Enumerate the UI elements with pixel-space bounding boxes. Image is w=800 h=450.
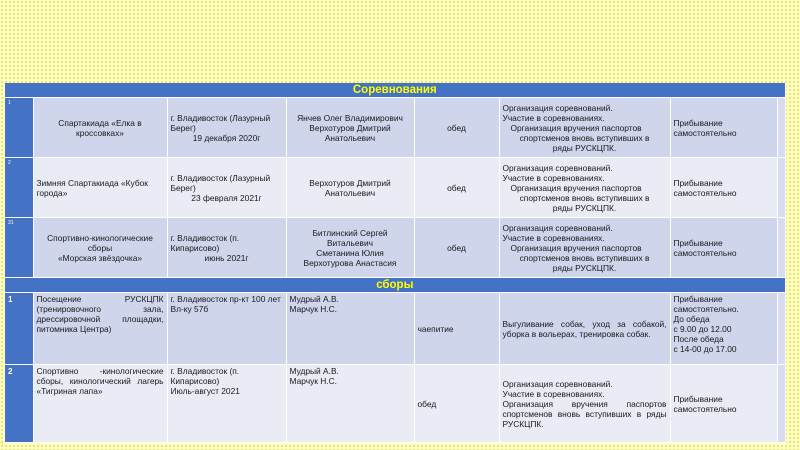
- arrival-line: До обеда: [673, 314, 710, 324]
- place-line: г. Владивосток (п.: [170, 232, 240, 243]
- empty-cell: [777, 365, 785, 443]
- row-number: 1: [5, 293, 33, 365]
- arrival-cell: [670, 218, 777, 278]
- meal-cell: обед: [414, 218, 499, 278]
- responsible-cell: [286, 98, 414, 158]
- arrival-line: с 9.00 до 12.00: [673, 324, 732, 334]
- date-text: 19 декабря 2020г: [192, 132, 261, 143]
- person-name: Битлинский Сергей: [312, 227, 388, 238]
- person-name: Верхотуров Дмитрий: [309, 177, 391, 188]
- section-header-competitions: [5, 83, 785, 98]
- table-row: [5, 293, 785, 365]
- arrival-line: с 14-00 до 17.00: [673, 344, 737, 354]
- section-title: Соревнования: [5, 83, 785, 98]
- activity-cell: [499, 218, 670, 278]
- date-text: июнь 2021г: [204, 252, 249, 263]
- activity-line: Участие в соревнованиях.: [502, 232, 605, 243]
- place-cell: [167, 158, 286, 218]
- responsible-cell: [286, 218, 414, 278]
- date-text: 23 февраля 2021г: [191, 192, 262, 203]
- arrival-line: Прибывание: [673, 393, 723, 404]
- person-name: Анатольевич: [324, 132, 376, 143]
- event-line: «Морская звёздочка»: [57, 252, 143, 263]
- activity-cell: [499, 158, 670, 218]
- section-title: сборы: [5, 278, 785, 293]
- activity-line: Организация вручения паспортов спортсменов вновь вступивших в ряды РУСКЦПК.: [502, 398, 667, 429]
- table-row: [5, 158, 785, 218]
- empty-cell: [777, 158, 785, 218]
- activity-line: Организация соревнований.: [502, 102, 613, 113]
- row-number: 1: [5, 98, 33, 158]
- person-name: Марчук Н.С.: [289, 376, 337, 386]
- place-cell: [167, 98, 286, 158]
- place-cell: [167, 365, 286, 443]
- activity-line: спортсменов вновь вступивших в: [519, 132, 650, 143]
- responsible-cell: [286, 158, 414, 218]
- arrival-cell: [670, 365, 777, 443]
- place-cell: [167, 218, 286, 278]
- person-name: Верхотуров Дмитрий: [309, 122, 391, 133]
- table-row: [5, 365, 785, 443]
- table-row: [5, 218, 785, 278]
- activity-line: Организация соревнований.: [502, 222, 613, 233]
- activity-line: ряды РУСКЦПК.: [552, 142, 617, 153]
- event-line: Спортивно-кинологические: [47, 232, 153, 243]
- place-line: г. Владивосток (Лазурный: [170, 112, 271, 123]
- arrival-line: самостоятельно: [673, 127, 737, 138]
- arrival-cell: [670, 98, 777, 158]
- activity-line: ряды РУСКЦПК.: [552, 202, 617, 213]
- arrival-cell: [670, 158, 777, 218]
- event-cell: Спортивно -кинологические сборы, кинологический лагерь «Тигриная лапа»: [33, 365, 167, 443]
- person-name: Мудрый А.В.: [289, 294, 339, 304]
- person-name: Витальевич: [326, 237, 374, 248]
- activity-line: Участие в соревнованиях.: [502, 388, 605, 399]
- arrival-line: самостоятельно: [673, 187, 737, 198]
- event-cell: [33, 218, 167, 278]
- row-number: 2: [5, 365, 33, 443]
- empty-cell: [777, 218, 785, 278]
- event-cell: Спартакиада «Елка в кроссовках»: [33, 98, 167, 158]
- section-header-camps: [5, 278, 785, 293]
- place-line: г. Владивосток (Лазурный: [170, 172, 271, 183]
- place-cell: г. Владивосток пр-кт 100 лет Вл-ку 57б: [167, 293, 286, 365]
- person-name: Марчук Н.С.: [289, 304, 337, 314]
- arrival-line: самостоятельно.: [673, 304, 739, 314]
- row-number: 31: [5, 218, 33, 278]
- empty-cell: [777, 98, 785, 158]
- date-text: Июль-август 2021: [170, 386, 240, 396]
- activity-line: Организация вручения паспортов: [510, 122, 642, 133]
- row-number: 2: [5, 158, 33, 218]
- person-name: Анатольевич: [324, 187, 376, 198]
- place-line: Кипарисово): [170, 376, 220, 386]
- table-row: [5, 98, 785, 158]
- responsible-cell: [286, 365, 414, 443]
- arrival-line: Прибывание: [673, 294, 723, 304]
- activity-cell: [499, 365, 670, 443]
- activity-line: Организация вручения паспортов: [510, 182, 642, 193]
- arrival-line: После обеда: [673, 334, 724, 344]
- arrival-line: Прибывание: [673, 237, 723, 248]
- arrival-cell: [670, 293, 777, 365]
- activity-cell: Выгуливание собак, уход за собакой, уборка в вольерах, тренировка собак.: [499, 293, 670, 365]
- activity-cell: [499, 98, 670, 158]
- person-name: Янчев Олег Владимирович: [297, 112, 403, 123]
- arrival-line: Прибывание: [673, 117, 723, 128]
- person-name: Сметанина Юлия: [316, 247, 384, 258]
- place-line: Берег): [170, 122, 196, 133]
- activity-line: Организация вручения паспортов: [510, 242, 642, 253]
- activity-line: Участие в соревнованиях.: [502, 112, 605, 123]
- activity-line: Организация соревнований.: [502, 378, 613, 389]
- event-cell: Зимняя Спартакиада «Кубок города»: [33, 158, 167, 218]
- event-cell: Посещение РУСКЦПК (тренировочного зала, дрессировочной площадки, питомника Центра): [33, 293, 167, 365]
- activity-line: спортсменов вновь вступивших в: [519, 252, 650, 263]
- meal-cell: обед: [414, 158, 499, 218]
- place-line: Кипарисово): [170, 242, 220, 253]
- activity-line: Организация соревнований.: [502, 162, 613, 173]
- event-line: сборы: [87, 242, 113, 253]
- arrival-line: самостоятельно: [673, 403, 737, 414]
- meal-cell: обед: [414, 365, 499, 443]
- activity-line: спортсменов вновь вступивших в: [519, 192, 650, 203]
- arrival-line: Прибывание: [673, 177, 723, 188]
- responsible-cell: [286, 293, 414, 365]
- place-line: г. Владивосток (п.: [170, 366, 240, 376]
- meal-cell: чаепитие: [414, 293, 499, 365]
- meal-cell: обед: [414, 98, 499, 158]
- empty-cell: [777, 293, 785, 365]
- activity-line: Участие в соревнованиях.: [502, 172, 605, 183]
- activity-line: ряды РУСКЦПК.: [552, 262, 617, 273]
- schedule-table: [5, 83, 786, 443]
- person-name: Верхотурова Анастасия: [303, 257, 397, 268]
- person-name: Мудрый А.В.: [289, 366, 339, 376]
- arrival-line: самостоятельно: [673, 247, 737, 258]
- place-line: Берег): [170, 182, 196, 193]
